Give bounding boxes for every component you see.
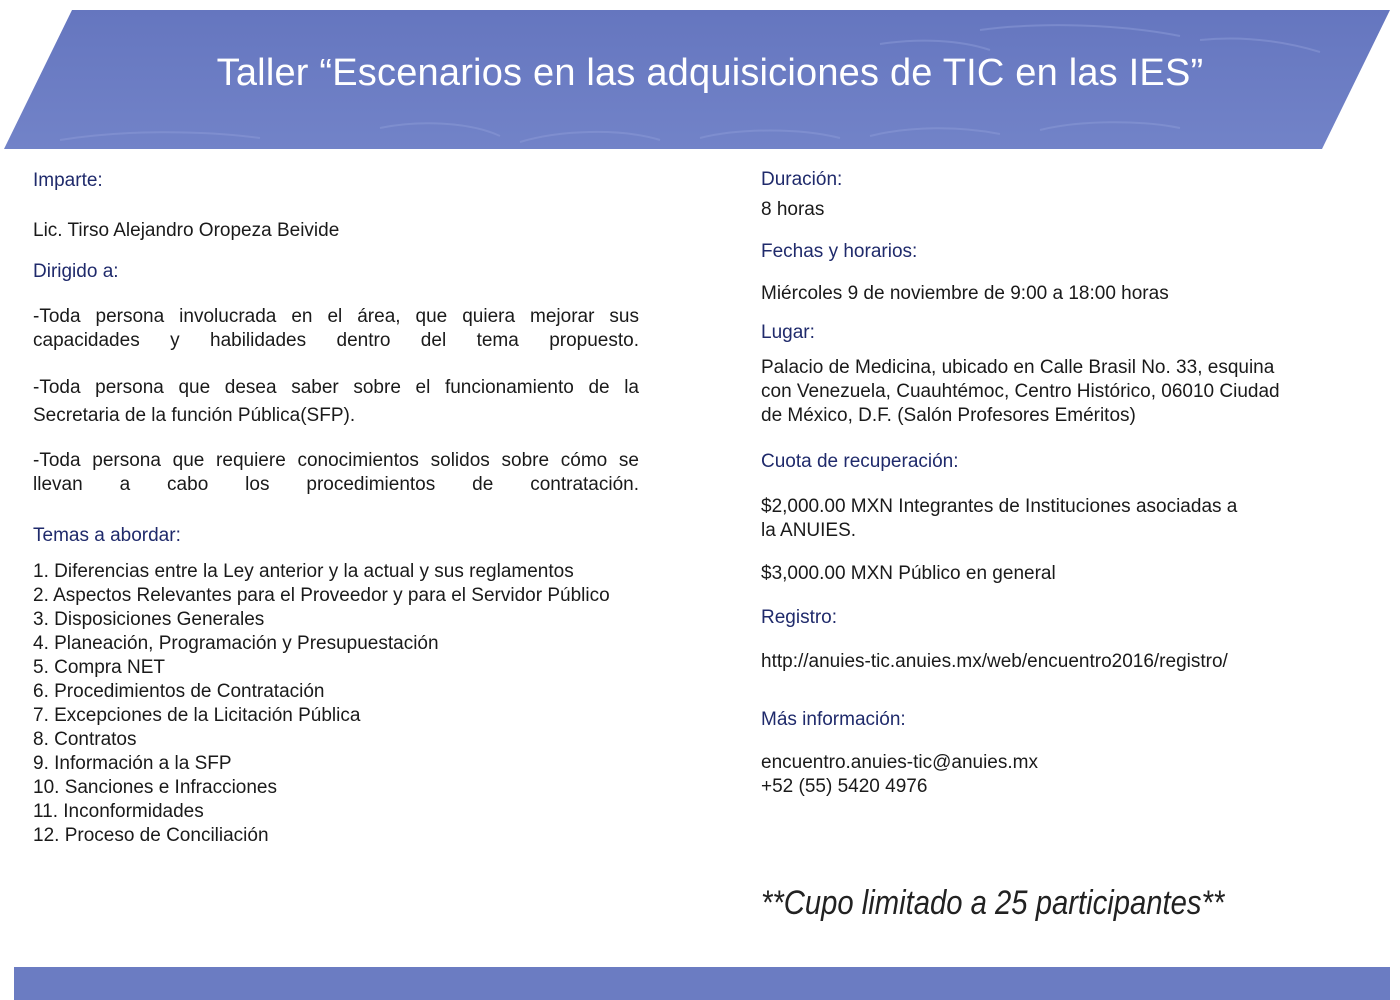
contact-phone: +52 (55) 5420 4976 [761,776,928,797]
venue-line-1: Palacio de Medicina, ubicado en Calle Brasil No. 33, esquina [761,357,1275,378]
contact-email[interactable]: encuentro.anuies-tic@anuies.mx [761,752,1038,773]
audience-item-3: -Toda persona que requiere conocimientos solidos sobre cómo se llevan a cabo los procedimientos de contratación. [33,450,639,495]
registration-link[interactable]: http://anuies-tic.anuies.mx/web/encuentro2016/registro/ [761,651,1228,672]
list-item: 2. Aspectos Relevantes para el Proveedor y para el Servidor Público [33,585,610,606]
cuota-heading: Cuota de recuperación: [761,451,959,472]
venue-line-3: de México, D.F. (Salón Profesores Eméritos) [761,405,1136,426]
list-item: 7. Excepciones de la Licitación Pública [33,705,361,726]
capacity-note: **Cupo limitado a 25 participantes** [761,884,1225,922]
fechas-heading: Fechas y horarios: [761,241,918,262]
fee-associates-line-2: la ANUIES. [761,520,857,541]
list-item: 9. Información a la SFP [33,753,232,774]
topics-list [33,560,610,848]
page-title: Taller “Escenarios en las adquisiciones de TIC en las IES” [216,51,1204,94]
list-item: 5. Compra NET [33,657,165,678]
audience-item-1: -Toda persona involucrada en el área, que quiera mejorar sus capacidades y habilidades dentro del tema propuesto. [33,306,639,351]
venue-line-2: con Venezuela, Cuauhtémoc, Centro Histórico, 06010 Ciudad [761,381,1280,402]
schedule-value: Miércoles 9 de noviembre de 9:00 a 18:00 horas [761,283,1169,304]
list-item: 10. Sanciones e Infracciones [33,777,277,798]
list-item: 6. Procedimientos de Contratación [33,681,325,702]
instructor-name: Lic. Tirso Alejandro Oropeza Beivide [33,220,340,241]
lugar-heading: Lugar: [761,322,815,343]
list-item: 12. Proceso de Conciliación [33,825,269,846]
list-item: 4. Planeación, Programación y Presupuestación [33,633,439,654]
registro-heading: Registro: [761,607,838,628]
list-item: 8. Contratos [33,729,137,750]
audience-item-2: -Toda persona que desea saber sobre el funcionamiento de la Secretaria de la función Pública(SFP). [33,377,639,426]
temas-heading: Temas a abordar: [33,525,181,546]
duracion-heading: Duración: [761,169,843,190]
imparte-heading: Imparte: [33,170,103,191]
fee-associates-line-1: $2,000.00 MXN Integrantes de Instituciones asociadas a [761,496,1238,517]
footer-bar [14,967,1390,1000]
fee-public: $3,000.00 MXN Público en general [761,563,1056,584]
header-banner [0,10,1400,150]
list-item: 11. Inconformidades [33,801,204,822]
info-heading: Más información: [761,709,906,730]
list-item: 3. Disposiciones Generales [33,609,265,630]
duration-value: 8 horas [761,199,825,220]
dirigido-heading: Dirigido a: [33,261,119,282]
list-item: 1. Diferencias entre la Ley anterior y la actual y sus reglamentos [33,561,574,582]
